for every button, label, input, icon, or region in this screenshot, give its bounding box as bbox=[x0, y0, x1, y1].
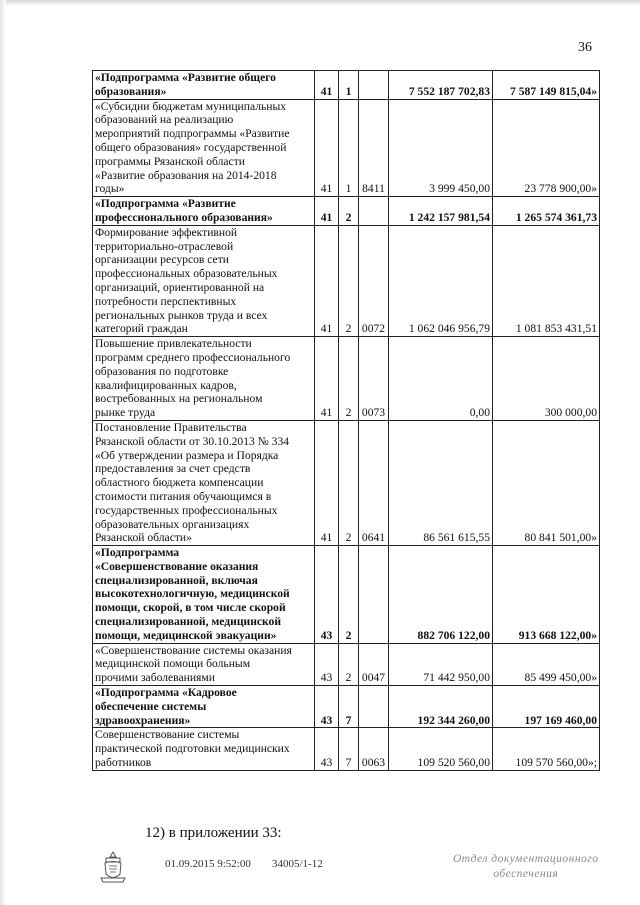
amount-2016-cell: 80 841 501,00» bbox=[493, 420, 600, 545]
ministry-code-cell: 41 bbox=[315, 225, 339, 336]
row-name-line: областного бюджета компенсации bbox=[95, 476, 264, 490]
row-name-line: «Подпрограмма «Кадровое bbox=[95, 686, 237, 700]
scan-edge-left bbox=[0, 0, 6, 905]
row-name-line: потребности перспективных bbox=[95, 294, 237, 308]
row-name-line: образования» bbox=[95, 84, 167, 98]
row-name-line: Постановление Правительства bbox=[95, 420, 247, 434]
amount-2015-cell: 3 999 450,00 bbox=[389, 99, 493, 197]
amount-2015-cell: 86 561 615,55 bbox=[389, 420, 493, 545]
row-name-line: «Совершенствование системы оказания bbox=[95, 643, 292, 657]
subprogram-code-cell: 2 bbox=[339, 225, 359, 336]
amount-2016-cell: 109 570 560,00»; bbox=[493, 728, 600, 770]
department-stamp bbox=[453, 852, 599, 882]
row-name-line: специализированной, включая bbox=[95, 573, 258, 587]
table-row bbox=[93, 728, 600, 770]
expense-code-cell bbox=[359, 546, 389, 644]
row-name-cell bbox=[93, 337, 315, 421]
row-name-cell bbox=[93, 197, 315, 226]
ministry-code-cell: 43 bbox=[315, 728, 339, 770]
row-name-line: мероприятий подпрограммы «Развитие bbox=[95, 127, 290, 141]
row-name-line: «Об утверждении размера и Порядка bbox=[95, 448, 279, 462]
row-name-line: помощи, скорой, в том числе скорой bbox=[95, 601, 286, 615]
ministry-code-cell: 41 bbox=[315, 71, 339, 100]
row-name-line: организаций, ориентированной на bbox=[95, 280, 265, 294]
table-row bbox=[93, 643, 600, 685]
table-row bbox=[93, 197, 600, 226]
budget-table bbox=[92, 70, 600, 771]
row-name-line: «Подпрограмма «Развитие bbox=[95, 197, 236, 211]
row-name-cell bbox=[93, 728, 315, 770]
ministry-code-cell: 43 bbox=[315, 686, 339, 728]
row-name-line: Совершенствование системы bbox=[95, 728, 240, 742]
row-name-line: годы» bbox=[95, 182, 125, 196]
row-name-cell bbox=[93, 225, 315, 336]
scan-edge-top bbox=[0, 0, 640, 6]
subprogram-code-cell: 2 bbox=[339, 197, 359, 226]
footer-datetime: 01.09.2015 9:52:00 bbox=[165, 858, 251, 870]
expense-code-cell: 0072 bbox=[359, 225, 389, 336]
expense-code-cell: 0063 bbox=[359, 728, 389, 770]
row-name-line: предоставления за счет средств bbox=[95, 462, 251, 476]
budget-table-body bbox=[93, 71, 600, 771]
expense-code-cell bbox=[359, 686, 389, 728]
table-row bbox=[93, 99, 600, 197]
row-name-line: специализированной, медицинской bbox=[95, 615, 282, 629]
expense-code-cell: 8411 bbox=[359, 99, 389, 197]
amount-2015-cell: 109 520 560,00 bbox=[389, 728, 493, 770]
row-name-cell bbox=[93, 546, 315, 644]
amount-2015-cell: 1 062 046 956,79 bbox=[389, 225, 493, 336]
subprogram-code-cell: 2 bbox=[339, 420, 359, 545]
amount-2015-cell: 0,00 bbox=[389, 337, 493, 421]
row-name-line: Повышение привлекательности bbox=[95, 337, 252, 351]
amount-2016-cell: 23 778 900,00» bbox=[493, 99, 600, 197]
subprogram-code-cell: 7 bbox=[339, 728, 359, 770]
table-row bbox=[93, 420, 600, 545]
row-name-cell bbox=[93, 420, 315, 545]
stamp-line-2: обеспечения bbox=[493, 868, 559, 880]
amount-2015-cell: 882 706 122,00 bbox=[389, 546, 493, 644]
row-name-line: государственных профессиональных bbox=[95, 503, 278, 517]
table-row bbox=[93, 225, 600, 336]
expense-code-cell: 0641 bbox=[359, 420, 389, 545]
row-name-line: образования по подготовке bbox=[95, 364, 229, 378]
table-row bbox=[93, 71, 600, 100]
expense-code-cell: 0047 bbox=[359, 643, 389, 685]
table-row bbox=[93, 337, 600, 421]
row-name-line: «Подпрограмма bbox=[95, 546, 180, 560]
table-row bbox=[93, 686, 600, 728]
ministry-code-cell: 41 bbox=[315, 420, 339, 545]
row-name-line: профессионального образования» bbox=[95, 210, 273, 224]
row-name-line: прочими заболеваниями bbox=[95, 671, 215, 685]
row-name-line: рынке труда bbox=[95, 406, 156, 420]
amount-2015-cell: 192 344 260,00 bbox=[389, 686, 493, 728]
row-name-line: «Субсидии бюджетам муниципальных bbox=[95, 99, 287, 113]
row-name-line: здравоохранения» bbox=[95, 713, 191, 727]
amount-2016-cell: 85 499 450,00» bbox=[493, 643, 600, 685]
row-name-line: программы Рязанской области bbox=[95, 154, 245, 168]
row-name-line: образовательных организациях bbox=[95, 517, 250, 531]
row-name-line: востребованных на региональном bbox=[95, 392, 263, 406]
row-name-line: Рязанской области от 30.10.2013 № 334 bbox=[95, 434, 290, 448]
amount-2016-cell: 300 000,00 bbox=[493, 337, 600, 421]
row-name-line: организации ресурсов сети bbox=[95, 253, 229, 267]
subprogram-code-cell: 1 bbox=[339, 99, 359, 197]
row-name-cell bbox=[93, 71, 315, 100]
row-name-line: территориально-отраслевой bbox=[95, 239, 234, 253]
subprogram-code-cell: 7 bbox=[339, 686, 359, 728]
row-name-line: профессиональных образовательных bbox=[95, 267, 278, 281]
row-name-line: квалифицированных кадров, bbox=[95, 378, 237, 392]
amount-2016-cell: 913 668 122,00» bbox=[493, 546, 600, 644]
expense-code-cell: 0073 bbox=[359, 337, 389, 421]
subprogram-code-cell: 2 bbox=[339, 643, 359, 685]
expense-code-cell bbox=[359, 197, 389, 226]
row-name-line: категорий граждан bbox=[95, 322, 188, 336]
expense-code-cell bbox=[359, 71, 389, 100]
row-name-line: помощи, медицинской эвакуации» bbox=[95, 628, 277, 642]
coat-of-arms-icon bbox=[98, 850, 128, 884]
footer-doc-code: 34005/1-12 bbox=[272, 858, 323, 870]
row-name-line: «Развитие образования на 2014-2018 bbox=[95, 168, 277, 182]
row-name-line: стоимости питания обучающимся в bbox=[95, 489, 272, 503]
amount-2016-cell: 1 081 853 431,51 bbox=[493, 225, 600, 336]
amount-2015-cell: 7 552 187 702,83 bbox=[389, 71, 493, 100]
page-number: 36 bbox=[578, 40, 592, 55]
ministry-code-cell: 41 bbox=[315, 197, 339, 226]
amount-2015-cell: 1 242 157 981,54 bbox=[389, 197, 493, 226]
next-item-heading: 12) в приложении 33: bbox=[145, 825, 282, 841]
ministry-code-cell: 43 bbox=[315, 546, 339, 644]
table-row bbox=[93, 546, 600, 644]
row-name-line: работников bbox=[95, 756, 152, 770]
row-name-line: образований на реализацию bbox=[95, 113, 234, 127]
row-name-cell bbox=[93, 643, 315, 685]
amount-2016-cell: 197 169 460,00 bbox=[493, 686, 600, 728]
ministry-code-cell: 41 bbox=[315, 337, 339, 421]
row-name-line: обеспечение системы bbox=[95, 699, 207, 713]
subprogram-code-cell: 2 bbox=[339, 337, 359, 421]
row-name-line: региональных рынков труда и всех bbox=[95, 308, 268, 322]
row-name-line: Формирование эффективной bbox=[95, 225, 238, 239]
subprogram-code-cell: 1 bbox=[339, 71, 359, 100]
row-name-line: «Совершенствование оказания bbox=[95, 559, 259, 573]
amount-2015-cell: 71 442 950,00 bbox=[389, 643, 493, 685]
row-name-line: общего образования» государственной bbox=[95, 140, 287, 154]
row-name-line: практической подготовки медицинских bbox=[95, 742, 290, 756]
amount-2016-cell: 7 587 149 815,04» bbox=[493, 71, 600, 100]
amount-2016-cell: 1 265 574 361,73 bbox=[493, 197, 600, 226]
row-name-line: медицинской помощи больным bbox=[95, 657, 251, 671]
row-name-cell bbox=[93, 686, 315, 728]
ministry-code-cell: 41 bbox=[315, 99, 339, 197]
subprogram-code-cell: 2 bbox=[339, 546, 359, 644]
row-name-line: высокотехнологичную, медицинской bbox=[95, 587, 290, 601]
row-name-line: «Подпрограмма «Развитие общего bbox=[95, 71, 276, 84]
row-name-line: Рязанской области» bbox=[95, 531, 192, 545]
stamp-line-1: Отдел документационного bbox=[453, 853, 599, 865]
ministry-code-cell: 43 bbox=[315, 643, 339, 685]
row-name-line: программ среднего профессионального bbox=[95, 350, 291, 364]
row-name-cell bbox=[93, 99, 315, 197]
